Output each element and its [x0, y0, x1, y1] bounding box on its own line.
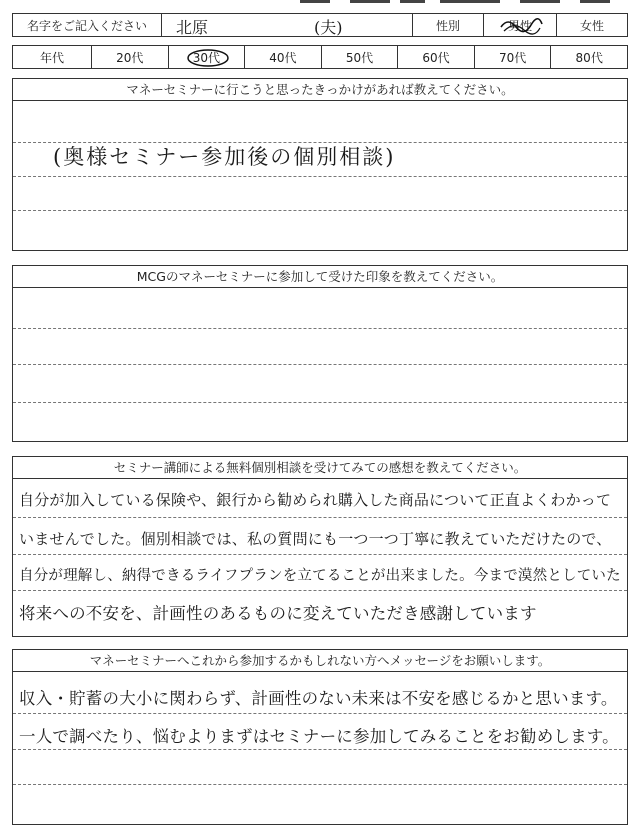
age-option-40[interactable]: 40代	[245, 46, 322, 69]
gender-female-option[interactable]: 女性	[557, 14, 628, 37]
age-option-60[interactable]: 60代	[398, 46, 475, 69]
answer-line	[13, 590, 627, 591]
gender-label: 性別	[413, 14, 484, 37]
handwritten-answer-line: (奥様セミナー参加後の個別相談)	[53, 145, 396, 169]
answer-line	[13, 176, 627, 177]
handwritten-answer-line: 将来への不安を、計画性のあるものに変えていただき感謝しています	[19, 604, 537, 623]
gender-male-option: 男性	[507, 18, 532, 33]
answer-line	[13, 364, 627, 365]
section-consultation-title: セミナー講師による無料個別相談を受けてみての感想を教えてください。	[13, 457, 627, 479]
handwritten-answer-line: 自分が加入している保険や、銀行から勧められ購入した商品について正直よくわかって	[19, 491, 612, 509]
section-motivation-title: マネーセミナーに行こうと思ったきっかけがあれば教えてください。	[13, 79, 627, 101]
name-field[interactable]	[162, 14, 413, 37]
age-option-20[interactable]: 20代	[92, 46, 169, 69]
husband-mark: (夫)	[314, 18, 343, 37]
answer-line	[13, 554, 627, 555]
answer-line	[13, 402, 627, 403]
age-option-30-label: 30代	[192, 50, 220, 65]
section-impression	[12, 265, 628, 442]
age-label: 年代	[13, 46, 92, 69]
handwritten-answer-line: 自分が理解し、納得できるライフプランを立てることが出来ました。今まで漠然としていた	[19, 568, 621, 584]
handwritten-answer-line: 一人で調べたり、悩むよりまずはセミナーに参加してみることをお勧めします。	[19, 727, 619, 746]
section-impression-title: MCGのマネーセミナーに参加して受けた印象を教えてください。	[13, 266, 627, 288]
answer-line	[13, 784, 627, 785]
name-value: 北原	[176, 18, 209, 37]
handwritten-answer-line: 収入・貯蓄の大小に関わらず、計画性のない未来は不安を感じるかと思います。	[19, 689, 618, 708]
age-table	[12, 45, 628, 69]
answer-line	[13, 713, 627, 714]
scribble-mark-icon	[498, 15, 544, 36]
gender-male-cell[interactable]	[484, 14, 557, 37]
handwritten-answer-line: いませんでした。個別相談では、私の質問にも一つ一つ丁寧に教えていただけたので、	[19, 530, 612, 548]
age-option-50[interactable]: 50代	[321, 46, 398, 69]
section-motivation	[12, 78, 628, 251]
name-label: 名字をご記入ください	[13, 14, 162, 37]
section-message	[12, 649, 628, 825]
age-option-80[interactable]: 80代	[551, 46, 628, 69]
age-option-70[interactable]: 70代	[474, 46, 551, 69]
answer-line	[13, 517, 627, 518]
answer-line	[13, 328, 627, 329]
section-consultation	[12, 456, 628, 637]
answer-line	[13, 210, 627, 211]
answer-line	[13, 749, 627, 750]
page-top-edge	[0, 0, 640, 6]
age-selection-mark-icon	[183, 47, 233, 68]
name-gender-table	[12, 13, 628, 37]
section-message-title: マネーセミナーへこれから参加するかもしれない方へメッセージをお願いします。	[13, 650, 627, 672]
age-option-30[interactable]	[168, 46, 245, 69]
